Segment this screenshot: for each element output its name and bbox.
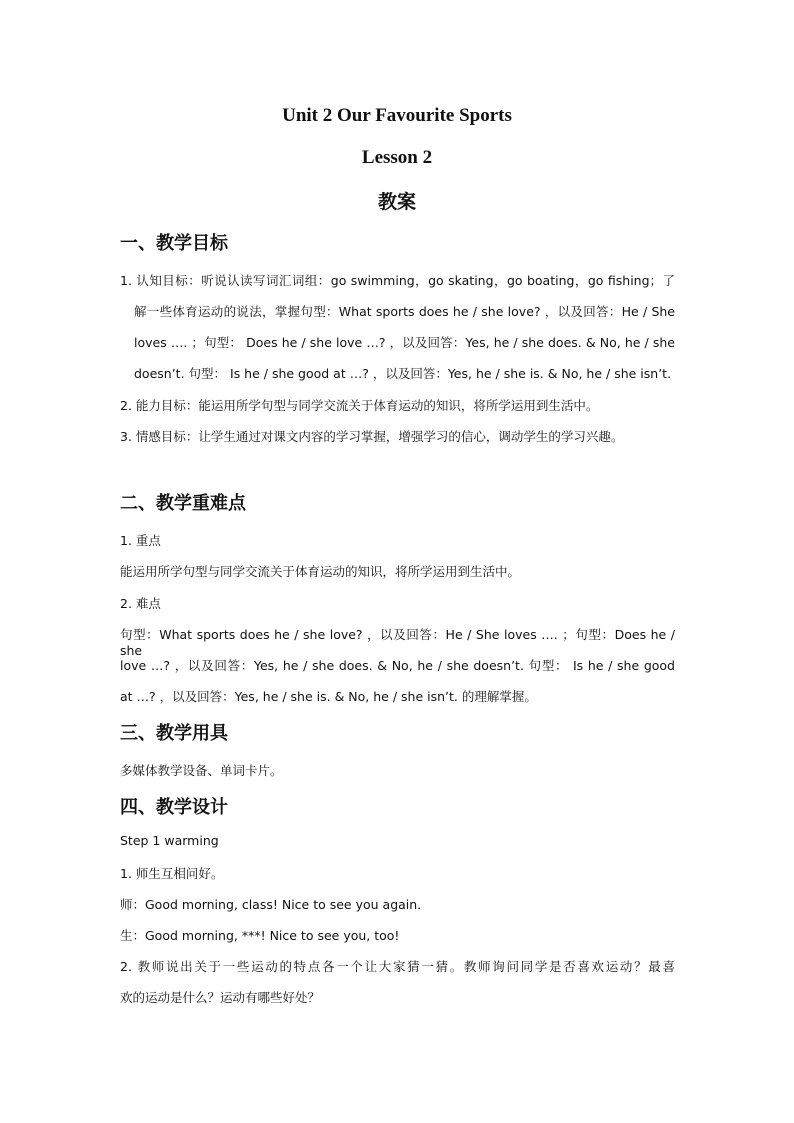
design-line-3: 生：Good morning, ***! Nice to see you, too! [120, 928, 400, 943]
difficulty-label: 2. 难点 [120, 596, 161, 611]
section-heading-design: 四、教学设计 [120, 797, 228, 818]
objective-1-line-3: loves …. ；句型： Does he / she love …? ，以及回答：Yes, he / she does. & No, he / she [134, 335, 675, 350]
design-line-4b: 欢的运动是什么？运动有哪些好处？ [120, 990, 321, 1005]
section-heading-materials: 三、教学用具 [120, 723, 228, 744]
step-title: Step 1 warming [120, 833, 219, 848]
section-heading-objectives: 一、教学目标 [120, 233, 228, 254]
key-point-label: 1. 重点 [120, 533, 161, 548]
lesson-title: Lesson 2 [361, 147, 433, 168]
materials-text: 多媒体教学设备、单词卡片。 [120, 763, 283, 778]
unit-title: Unit 2 Our Favourite Sports [282, 105, 512, 126]
objective-1-line-4: doesn’t. 句型： Is he / she good at …? ，以及回答：Yes, he / she is. & No, he / she isn’t. [134, 366, 672, 381]
objective-1-line-1: 1. 认知目标：听说认读写词汇词组：go swimming，go skating，go boating，go fishing；了 [120, 273, 675, 288]
design-line-2: 师：Good morning, class! Nice to see you again. [120, 897, 422, 912]
objective-1-line-2: 解一些体育运动的说法，掌握句型：What sports does he / she love? ，以及回答：He / She [134, 304, 675, 319]
difficulty-line-1: 句型：What sports does he / she love? ，以及回答：He / She loves …. ；句型：Does he / she [120, 627, 675, 658]
objective-2: 2. 能力目标：能运用所学句型与同学交流关于体育运动的知识，将所学运用到生活中。 [120, 398, 599, 413]
design-line-1: 1. 师生互相问好。 [120, 866, 224, 881]
objective-3: 3. 情感目标：让学生通过对课文内容的学习掌握，增强学习的信心，调动学生的学习兴趣。 [120, 429, 624, 444]
difficulty-line-3: at …? ，以及回答：Yes, he / she is. & No, he / she isn’t. 的理解掌握。 [120, 689, 537, 704]
section-heading-key-points: 二、教学重难点 [120, 493, 246, 514]
difficulty-line-2: love …? ，以及回答：Yes, he / she does. & No, he / she doesn’t. 句型： Is he / she good [120, 658, 675, 673]
key-point-text: 能运用所学句型与同学交流关于体育运动的知识，将所学运用到生活中。 [120, 564, 521, 579]
doc-type-title: 教案 [377, 191, 416, 213]
design-line-4a: 2. 教师说出关于一些运动的特点各一个让大家猜一猜。教师询问同学是否喜欢运动？最喜 [120, 959, 675, 974]
